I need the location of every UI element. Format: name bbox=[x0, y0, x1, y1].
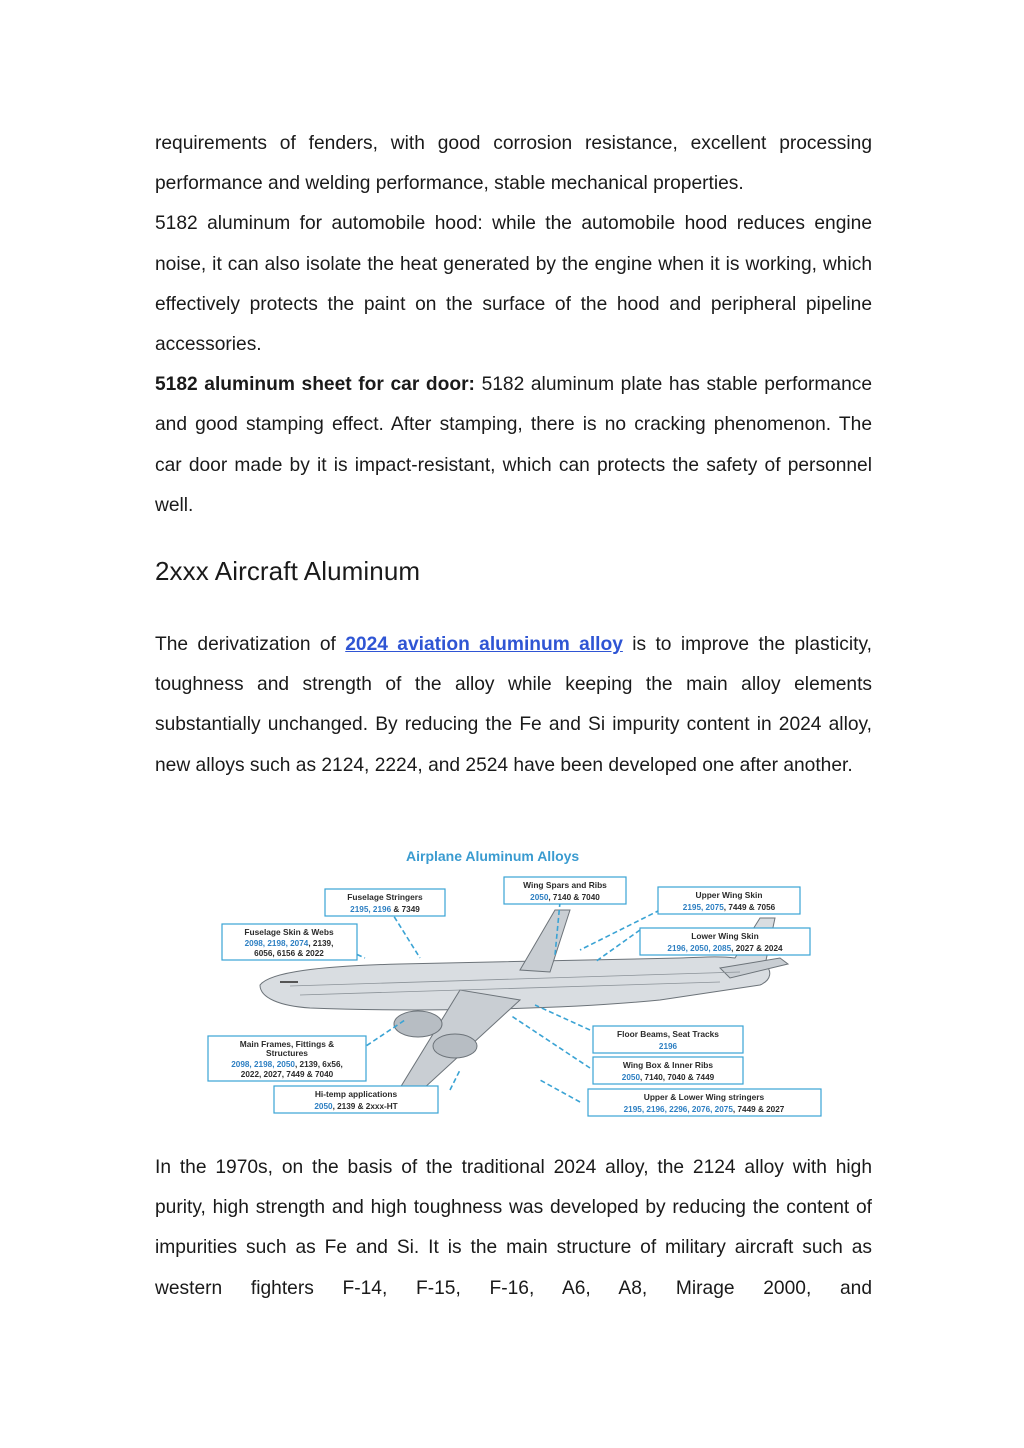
callout-title: Wing Spars and Ribs bbox=[523, 880, 607, 890]
callout-wing-spars bbox=[504, 877, 626, 904]
callout-main-frames bbox=[208, 1036, 366, 1081]
svg-text:2050, 7140 & 7040 bbox=[530, 893, 600, 902]
callout-upper-wing-skin bbox=[658, 887, 800, 914]
car-door-text: 5182 aluminum plate has stable performance and good stamping effect. After stamping, there is no cracking phenomenon. The car door made by it is impact-resistant, which can protects the safety of personnel well. bbox=[155, 374, 873, 516]
callout-value: 2195, 2196 bbox=[350, 905, 392, 914]
callout-title: Upper & Lower Wing stringers bbox=[643, 1092, 765, 1102]
callout-value: 2050 bbox=[314, 1102, 333, 1111]
line: performance and welding performance, stable mechanical properties. bbox=[155, 173, 744, 195]
callout-value: 2050 bbox=[621, 1073, 640, 1082]
svg-text:2196, 2050, 2085, 2027 & 2024 bbox=[667, 944, 783, 953]
callout-title: Upper Wing Skin bbox=[695, 890, 763, 900]
callout-value: & 7349 bbox=[391, 905, 420, 914]
text-block-top bbox=[155, 124, 872, 526]
callout-hi-temp bbox=[274, 1086, 438, 1113]
derivatization-before: The derivatization of bbox=[155, 634, 346, 655]
callout-title: Wing Box & Inner Ribs bbox=[622, 1060, 714, 1070]
airplane-diagram bbox=[160, 840, 860, 1130]
paragraph-derivatization bbox=[155, 625, 872, 786]
svg-text:2050, 7140, 7040 & 7449 bbox=[622, 1073, 715, 1082]
svg-text:2195, 2075, 7449 & 7056 bbox=[683, 903, 776, 912]
callout-value: 2195, 2075 bbox=[682, 903, 724, 912]
callout-value: 2022, 2027, 7449 & 7040 bbox=[240, 1070, 334, 1079]
callout-lower-wing-skin bbox=[640, 928, 810, 955]
paragraph-car-door bbox=[155, 365, 872, 526]
svg-text:2098, 2198, 2050, 2139, 6x56, bbox=[231, 1060, 343, 1069]
line: requirements of fenders, with good corrosion resistance, excellent processing bbox=[155, 133, 872, 154]
callout-title: Fuselage Stringers bbox=[347, 892, 423, 902]
callout-fuselage-stringers bbox=[325, 889, 445, 916]
callout-value: , 2027 & 2024 bbox=[731, 944, 783, 953]
car-door-lead: 5182 aluminum sheet for car door: bbox=[155, 374, 475, 396]
callout-title: Main Frames, Fittings & bbox=[239, 1039, 335, 1049]
callout-value: , 7140, 7040 & 7449 bbox=[640, 1073, 715, 1082]
aviation-alloy-link[interactable]: 2024 aviation aluminum alloy bbox=[345, 634, 623, 655]
callout-value: 2195, 2196, 2296, 2076, 2075 bbox=[623, 1105, 733, 1114]
callout-value: 2098, 2198, 2074 bbox=[244, 939, 309, 948]
callout-wing-box bbox=[593, 1057, 743, 1084]
airplane-alloys-figure bbox=[160, 840, 860, 1130]
svg-text:2098, 2198, 2074, 2139, bbox=[245, 939, 334, 948]
figure-title: Airplane Aluminum Alloys bbox=[406, 848, 580, 864]
callout-floor-beams bbox=[593, 1026, 743, 1053]
svg-text:2196 bbox=[659, 1042, 678, 1051]
paragraph-1970s: In the 1970s, on the basis of the traditional 2024 alloy, the 2124 alloy with high purity, high strength and high toughness was developed by reducing the content of impurities such as Fe and Si. It is the main structure of military aircraft such as western fighters F-14, F-15, F-16, A6, A8, Mirage 2000, and bbox=[155, 1157, 872, 1299]
svg-text:2195, 2196 & 7349 bbox=[350, 905, 420, 914]
callout-title: Hi-temp applications bbox=[314, 1089, 398, 1099]
paragraph-fenders bbox=[155, 124, 872, 204]
callout-value: , 2139, 6x56, bbox=[294, 1060, 343, 1069]
callout-value: 2196 bbox=[658, 1042, 678, 1051]
callout-title: Lower Wing Skin bbox=[691, 931, 759, 941]
callout-value: 2098, 2198, 2050 bbox=[231, 1060, 295, 1069]
paragraph-hood: 5182 aluminum for automobile hood: while the automobile hood reduces engine noise, it can also isolate the heat generated by the engine when it is working, which effectively protects the paint on the surface of the hood and peripheral pipeline accessories. bbox=[155, 213, 872, 356]
callout-value: 2050 bbox=[530, 893, 549, 902]
callout-wing-stringers bbox=[588, 1089, 821, 1116]
callout-value: , 7140 & 7040 bbox=[548, 893, 600, 902]
callout-fuselage-skin bbox=[222, 924, 357, 960]
svg-text:2050, 2139 & 2xxx-HT bbox=[314, 1102, 397, 1111]
derivatization-after: is to improve the plasticity, toughness and strength of the alloy while keeping the main alloy elements substantially unchanged. By reducing the Fe and Si impurity content in 2024 alloy, new alloys such as 2124, 2224, and 2524 have been developed one after another. bbox=[155, 634, 872, 776]
svg-text:2195, 2196, 2296, 2076, 2075, bbox=[624, 1105, 785, 1114]
callout-value: , 7449 & 2027 bbox=[732, 1105, 785, 1114]
callout-value: , 2139 & 2xxx-HT bbox=[332, 1102, 398, 1111]
section-title: 2xxx Aircraft Aluminum bbox=[155, 556, 421, 586]
callout-value: , 7449 & 7056 bbox=[723, 903, 776, 912]
callout-value: , 2139, bbox=[308, 939, 334, 948]
callout-title: Floor Beams, Seat Tracks bbox=[617, 1029, 719, 1039]
callout-value: 6056, 6156 & 2022 bbox=[254, 949, 324, 958]
callout-title: Fuselage Skin & Webs bbox=[244, 927, 334, 937]
callout-title: Structures bbox=[266, 1048, 308, 1058]
callout-value: 2196, 2050, 2085 bbox=[667, 944, 732, 953]
